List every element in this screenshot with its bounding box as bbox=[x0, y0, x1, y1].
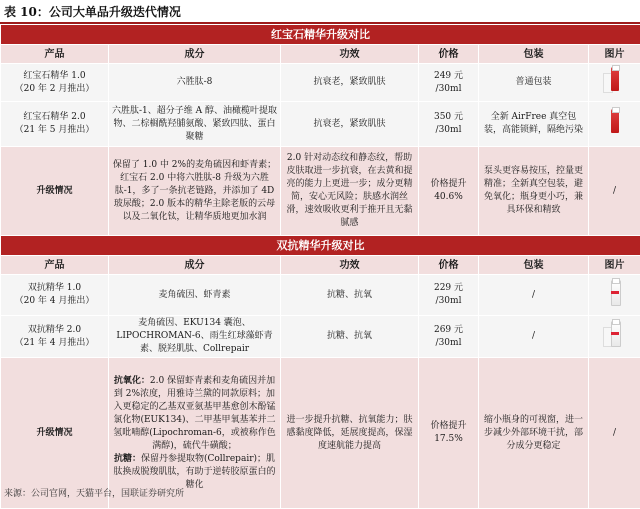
table-title: 表 10：公司大单品升级迭代情况 bbox=[4, 3, 181, 20]
col-header-packaging: 包装 bbox=[479, 45, 589, 64]
col-header-effect: 功效 bbox=[281, 256, 419, 275]
price-upgrade: 价格提升 40.6% bbox=[419, 147, 479, 236]
keyword-antiglycation: 抗糖： bbox=[114, 454, 141, 464]
col-header-price: 价格 bbox=[419, 256, 479, 275]
price-cell: 249 元 /30ml bbox=[419, 64, 479, 102]
upgrade-label: 升级情况 bbox=[1, 358, 109, 509]
product-image bbox=[589, 275, 640, 316]
product-image bbox=[589, 316, 640, 358]
packaging-upgrade: 缩小瓶身的可视窗，进一步减少外部环境干扰，部分成分更稳定 bbox=[479, 358, 589, 509]
product-name: 红宝石精华 1.0 （20 年 2 月推出） bbox=[1, 64, 109, 102]
image-upgrade: / bbox=[589, 147, 640, 236]
col-header-image: 图片 bbox=[589, 256, 640, 275]
effect-upgrade: 进一步提升抗糖、抗氧能力；肤感黏度降低，延展度提高，保湿度速航能力提高 bbox=[281, 358, 419, 509]
effect-cell: 抗糖、抗氧 bbox=[281, 316, 419, 358]
table-row bbox=[1, 102, 640, 147]
product-upgrade-table bbox=[0, 24, 640, 509]
ingredient-cell: 六胜肽-1、超分子维 A 醇、油橄榄叶提取物、二棕榈酰羟脯氨酸、紧致四肽、蛋白聚糖 bbox=[109, 102, 281, 147]
product-name: 双抗精华 2.0 （21 年 4 月推出） bbox=[1, 316, 109, 358]
col-header-price: 价格 bbox=[419, 45, 479, 64]
upgrade-label: 升级情况 bbox=[1, 147, 109, 236]
ingredient-upgrade: 保留了 1.0 中 2%的麦角硫因和虾青素；红宝石 2.0 中将六胜肽-8 升级为六胜肽-1，多了一条抗老链路，并添加了 4D 玻尿酸；2.0 版本的精华主除老版的云母以及二氧化钛，让精华质地更加水润 bbox=[109, 147, 281, 236]
section-title: 双抗精华升级对比 bbox=[1, 236, 640, 256]
table-row bbox=[1, 316, 640, 358]
effect-cell: 抗衰老，紧致肌肤 bbox=[281, 102, 419, 147]
price-cell: 350 元 /30ml bbox=[419, 102, 479, 147]
packaging-cell: / bbox=[479, 275, 589, 316]
packaging-upgrade: 泵头更容易按压，控量更精准；全新真空包装，避免氧化；瓶身更小巧，兼具环保和精致 bbox=[479, 147, 589, 236]
ingredient-cell: 麦角硫因、EKU134 囊泡、LIPOCHROMAN-6、雨生红球藻虾青素、脱羟肌肽、Collrepair bbox=[109, 316, 281, 358]
antioxidation-text: 2.0 保留虾青素和麦角硫因并加到 2%浓度，用雅诗兰黛的同款原料；加入更稳定的乙基双亚氨基甲基愈创木酚锰氯化物(EUK134)、二甲基甲氧基苯并二氢吡喃醇(Lipochroman-6，或被称作色满醇)，硫代牛磺酸； bbox=[113, 376, 276, 451]
col-header-product: 产品 bbox=[1, 256, 109, 275]
source-note: 来源：公司官网，天猫平台，国联证券研究所 bbox=[4, 486, 184, 499]
product-image bbox=[589, 102, 640, 147]
section-title: 红宝石精华升级对比 bbox=[1, 25, 640, 45]
table-row bbox=[1, 275, 640, 316]
product-name: 红宝石精华 2.0 （21 年 5 月推出） bbox=[1, 102, 109, 147]
col-header-product: 产品 bbox=[1, 45, 109, 64]
effect-cell: 抗衰老，紧致肌肤 bbox=[281, 64, 419, 102]
packaging-cell: 普通包装 bbox=[479, 64, 589, 102]
packaging-cell: 全新 AirFree 真空包装，高能锁鲜，隔绝污染 bbox=[479, 102, 589, 147]
price-cell: 229 元 /30ml bbox=[419, 275, 479, 316]
price-upgrade: 价格提升 17.5% bbox=[419, 358, 479, 509]
effect-cell: 抗糖、抗氧 bbox=[281, 275, 419, 316]
table-row bbox=[1, 64, 640, 102]
antiglycation-text: 保留丹参提取物(Collrepair)；肌肽换成脱羧肌肽，有助于逆转胶原蛋白的糖化 bbox=[113, 454, 275, 490]
keyword-antioxidation: 抗氧化： bbox=[114, 376, 150, 386]
col-header-packaging: 包装 bbox=[479, 256, 589, 275]
col-header-image: 图片 bbox=[589, 45, 640, 64]
product-name: 双抗精华 1.0 （20 年 4 月推出） bbox=[1, 275, 109, 316]
ingredient-cell: 六胜肽-8 bbox=[109, 64, 281, 102]
col-header-ingredient: 成分 bbox=[109, 45, 281, 64]
title-bar bbox=[0, 0, 640, 24]
packaging-cell: / bbox=[479, 316, 589, 358]
effect-upgrade: 2.0 针对动态纹和静态纹，帮助皮肤取进一步抗衰，在去黄和提亮的能力上更进一步；成分更精简，安心无风险；肤感水润丝滑，速效吸收更利于推开且无黏腻感 bbox=[281, 147, 419, 236]
price-cell: 269 元 /30ml bbox=[419, 316, 479, 358]
ingredient-cell: 麦角硫因、虾青素 bbox=[109, 275, 281, 316]
product-image bbox=[589, 64, 640, 102]
image-upgrade: / bbox=[589, 358, 640, 509]
col-header-ingredient: 成分 bbox=[109, 256, 281, 275]
upgrade-row bbox=[1, 147, 640, 236]
col-header-effect: 功效 bbox=[281, 45, 419, 64]
